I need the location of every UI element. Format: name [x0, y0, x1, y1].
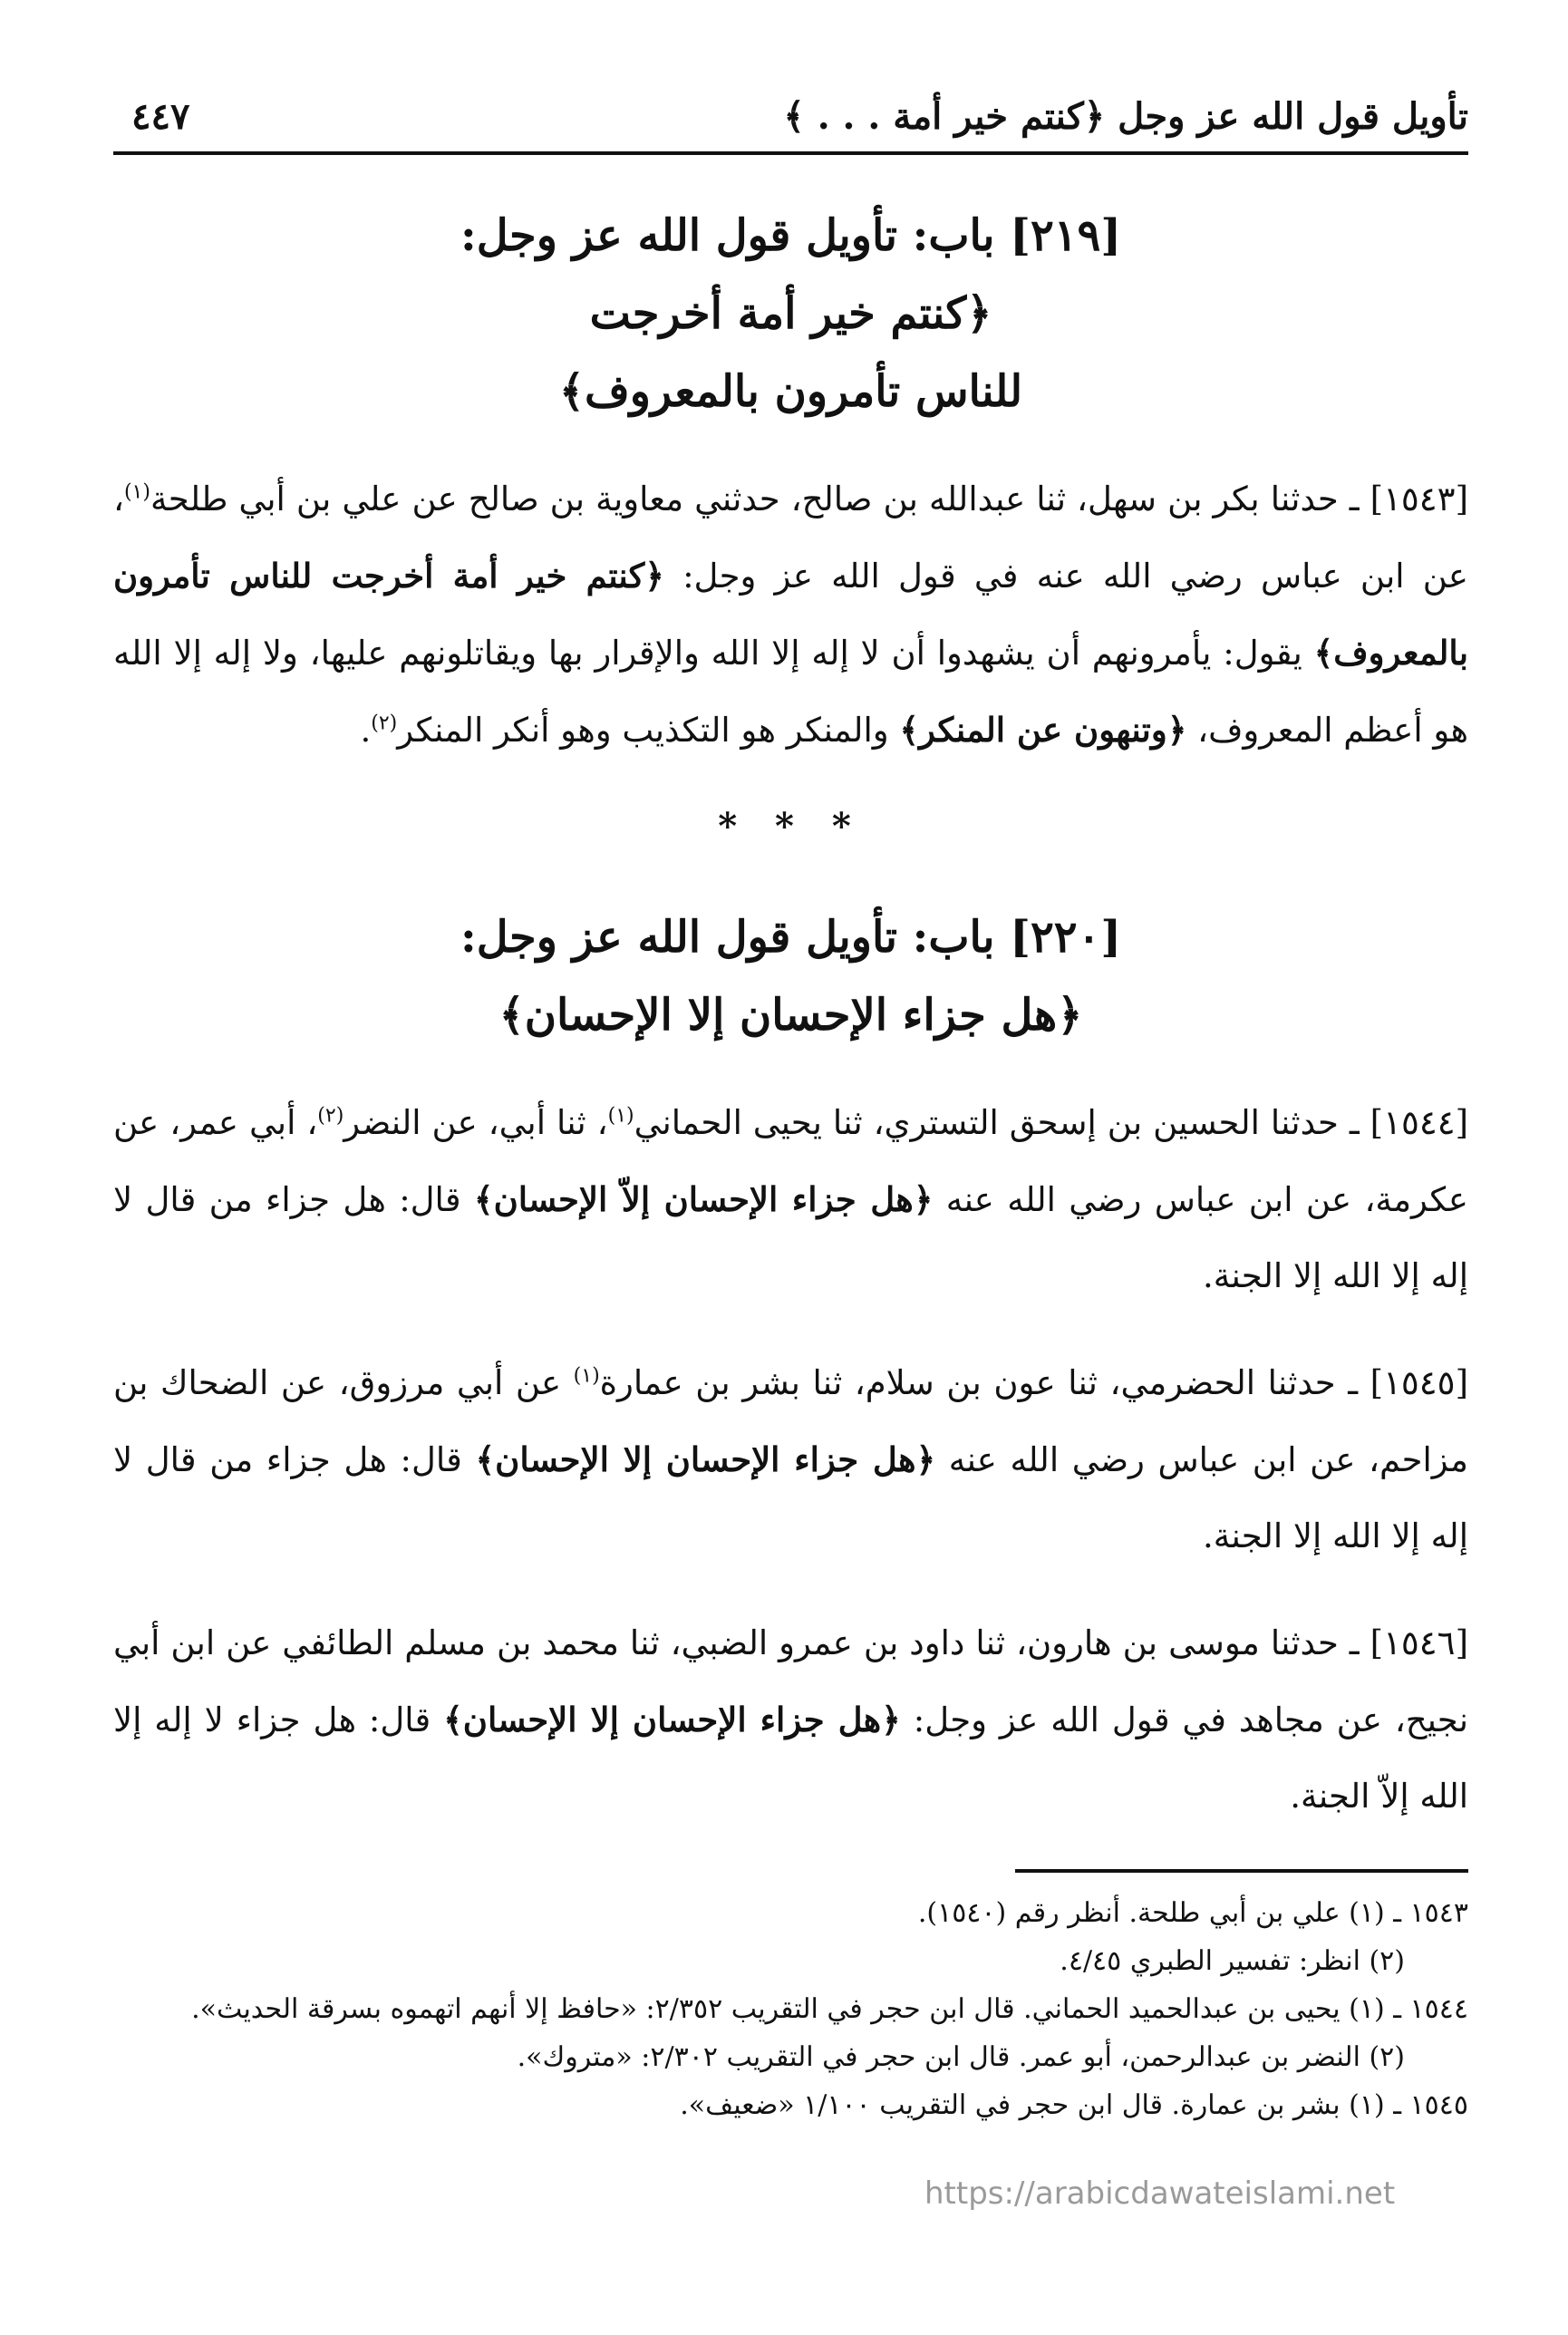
- footnote-1544-2: (٢) النضر بن عبدالرحمن، أبو عمر. قال ابن حجر في التقريب ٢/٣٠٢: «متروك».: [517, 2041, 1405, 2073]
- hadith-1546-text: [١٥٤٦] ـ حدثنا موسى بن هارون، ثنا داود بن عمرو الضبي، ثنا محمد بن مسلم الطائفي عن ابن أبي نجيح، عن مجاهد في قول الله عز وجل:: [113, 1623, 1468, 1739]
- hadith-1544: [113, 1085, 1468, 1314]
- hadith-1546: [113, 1605, 1468, 1835]
- quran-quote: ﴿هل جزاء الإحسان إلا الإحسان﴾: [443, 1700, 901, 1739]
- footnote-1543-1: ١٥٤٣ ـ (١) علي بن أبي طلحة. أنظر رقم (١٥٤٠).: [917, 1897, 1468, 1929]
- chapter-219-title-line-3: للناس تأمرون بالمعروف﴾: [558, 366, 1023, 417]
- footnote-ref: (١): [123, 480, 150, 504]
- hadith-1543-text: والمنكر هو التكذيب وهو أنكر المنكر: [397, 711, 900, 750]
- quran-quote: ﴿كنتم خير أمة أخرجت للناس تأمرون بالمعروف﴾: [113, 556, 1468, 673]
- quran-quote: ﴿هل جزاء الإحسان إلاّ الإحسان﴾: [473, 1179, 934, 1219]
- section-separator: * * *: [718, 805, 864, 848]
- hadith-1545-text: [١٥٤٥] ـ حدثنا الحضرمي، ثنا عون بن سلام، ثنا بشر بن عمارة: [599, 1363, 1468, 1402]
- footnote-1544-1: ١٥٤٤ ـ (١) يحيى بن عبدالحميد الحماني. قال ابن حجر في التقريب ٢/٣٥٢: «حافظ إلا أنهم اتهموه بسرقة الحديث».: [191, 1993, 1468, 2025]
- book-page: [113, 86, 1468, 2129]
- running-title: تأويل قول الله عز وجل ﴿كنتم خير أمة . . . ﴾: [783, 95, 1468, 138]
- chapter-220-title-line-2: ﴿هل جزاء الإحسان إلا الإحسان﴾: [498, 990, 1083, 1041]
- chapter-220: [113, 898, 1468, 1054]
- chapter-219-title-line-2: ﴿كنتم خير أمة أخرجت: [589, 288, 992, 339]
- header-divider: [113, 151, 1468, 155]
- hadith-1543-text: .: [360, 711, 372, 750]
- footnote-1545-1: ١٥٤٥ ـ (١) بشر بن عمارة. قال ابن حجر في التقريب ١/١٠٠ «ضعيف».: [680, 2089, 1468, 2121]
- chapter-219: [113, 197, 1468, 431]
- hadith-1544-text: ، أبي عمر، عن عكرمة، عن ابن عباس رضي الله عنه: [113, 1103, 1468, 1219]
- quran-quote: ﴿وتنهون عن المنكر﴾: [899, 710, 1187, 750]
- hadith-1545: [113, 1345, 1468, 1574]
- hadith-1544-text: [١٥٤٤] ـ حدثنا الحسين بن إسحق التستري، ثنا يحيى الحماني: [634, 1103, 1469, 1142]
- hadith-1546-text: قال: هل جزاء لا إله إلا الله إلاّ الجنة.: [113, 1700, 1468, 1816]
- hadith-1544-text: قال: هل جزاء من قال لا إله إلا الله إلا الجنة.: [113, 1180, 1468, 1295]
- chapter-220-title-line-1: [٢٢٠] باب: تأويل قول الله عز وجل:: [460, 912, 1122, 963]
- quran-quote: ﴿هل جزاء الإحسان إلا الإحسان﴾: [475, 1439, 936, 1479]
- page-number: ٤٤٧: [131, 95, 190, 138]
- hadith-1545-text: قال: هل جزاء من قال لا إله إلا الله إلا الجنة.: [113, 1440, 1468, 1555]
- footnote-1543-2: (٢) انظر: تفسير الطبري ٤/٤٥.: [1060, 1945, 1405, 1977]
- hadith-1543-text: ، عن ابن عباس رضي الله عنه في قول الله عز وجل:: [113, 480, 1468, 596]
- hadith-1543-text: يقول: يأمرونهم أن يشهدوا أن لا إله إلا الله والإقرار بها ويقاتلونهم عليها، ولا إله إلا الله هو أعظم المعروف،: [113, 634, 1468, 750]
- running-header: [113, 86, 1468, 150]
- footnote-ref: (٢): [371, 712, 398, 735]
- hadith-1545-text: عن أبي مرزوق، عن الضحاك بن مزاحم، عن ابن عباس رضي الله عنه: [113, 1363, 1468, 1479]
- footnote-ref: (١): [573, 1364, 600, 1388]
- hadith-1543-text: [١٥٤٣] ـ حدثنا بكر بن سهل، ثنا عبدالله بن صالح، حدثني معاوية بن صالح عن علي بن أبي طلحة: [150, 480, 1468, 518]
- footnote-ref: (٢): [317, 1104, 344, 1128]
- hadith-1544-text: ، ثنا أبي، عن النضر: [344, 1103, 608, 1142]
- hadith-1543: [113, 461, 1468, 769]
- chapter-219-title-line-1: [٢١٩] باب: تأويل قول الله عز وجل:: [460, 210, 1122, 261]
- footnote-divider: [1015, 1869, 1468, 1873]
- footnote-ref: (١): [607, 1104, 634, 1128]
- footnotes: [113, 1889, 1468, 2129]
- watermark-url: https://arabicdawateislami.net: [924, 2175, 1396, 2212]
